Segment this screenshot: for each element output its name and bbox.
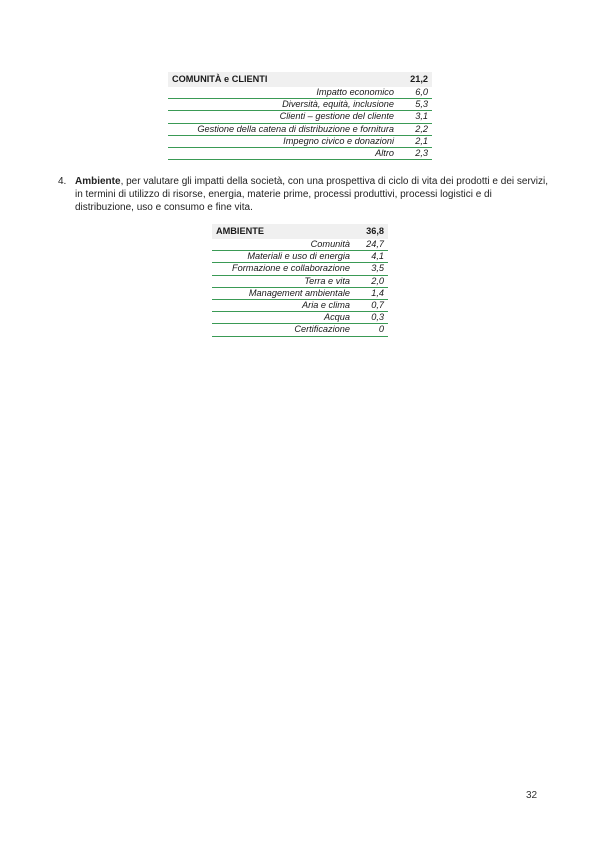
table-title: AMBIENTE (212, 224, 354, 239)
table-header (168, 72, 432, 87)
table-total: 21,2 (398, 72, 432, 87)
table-row (212, 239, 388, 251)
table-title: COMUNITÀ e CLIENTI (168, 72, 398, 87)
row-value: 0,7 (354, 300, 388, 312)
table-row (212, 275, 388, 287)
table-row (212, 300, 388, 312)
row-label: Diversità, equità, inclusione (168, 99, 398, 111)
table-row (212, 251, 388, 263)
list-term: Ambiente (75, 176, 121, 187)
row-value: 2,0 (354, 275, 388, 287)
table-header (212, 224, 388, 239)
table-row (168, 99, 432, 111)
environment-table (212, 224, 388, 337)
row-value: 0 (354, 324, 388, 336)
row-label: Clienti – gestione del cliente (168, 111, 398, 123)
table-total: 36,8 (354, 224, 388, 239)
row-label: Terra e vita (212, 275, 354, 287)
list-number: 4. (58, 176, 67, 187)
table-row (212, 324, 388, 336)
row-value: 0,3 (354, 312, 388, 324)
row-value: 24,7 (354, 239, 388, 251)
table-row (212, 263, 388, 275)
row-label: Management ambientale (212, 287, 354, 299)
row-label: Acqua (212, 312, 354, 324)
table-row (168, 148, 432, 160)
community-clients-table (168, 72, 432, 160)
row-value: 3,1 (398, 111, 432, 123)
row-value: 4,1 (354, 251, 388, 263)
row-value: 3,5 (354, 263, 388, 275)
row-label: Gestione della catena di distribuzione e fornitura (168, 123, 398, 135)
row-label: Certificazione (212, 324, 354, 336)
row-value: 1,4 (354, 287, 388, 299)
row-label: Altro (168, 148, 398, 160)
row-value: 6,0 (398, 87, 432, 99)
row-label: Impatto economico (168, 87, 398, 99)
table-row (168, 135, 432, 147)
row-label: Impegno civico e donazioni (168, 135, 398, 147)
row-label: Formazione e collaborazione (212, 263, 354, 275)
table-row (168, 111, 432, 123)
list-item-environment (58, 175, 548, 214)
table-row (168, 87, 432, 99)
row-label: Aria e clima (212, 300, 354, 312)
row-value: 5,3 (398, 99, 432, 111)
row-value: 2,3 (398, 148, 432, 160)
row-label: Comunità (212, 239, 354, 251)
table-row (212, 312, 388, 324)
page-number: 32 (526, 790, 538, 801)
table-row (168, 123, 432, 135)
row-value: 2,2 (398, 123, 432, 135)
row-label: Materiali e uso di energia (212, 251, 354, 263)
list-text (75, 175, 548, 214)
row-value: 2,1 (398, 135, 432, 147)
table-row (212, 287, 388, 299)
list-description: , per valutare gli impatti della società, con una prospettiva di ciclo di vita dei prodotti e dei servizi, in termini di utilizzo di risorse, energia, materie prime, processi produttivi, processi logistici e di distribuzione, uso e consumo e fine vita. (75, 176, 549, 213)
